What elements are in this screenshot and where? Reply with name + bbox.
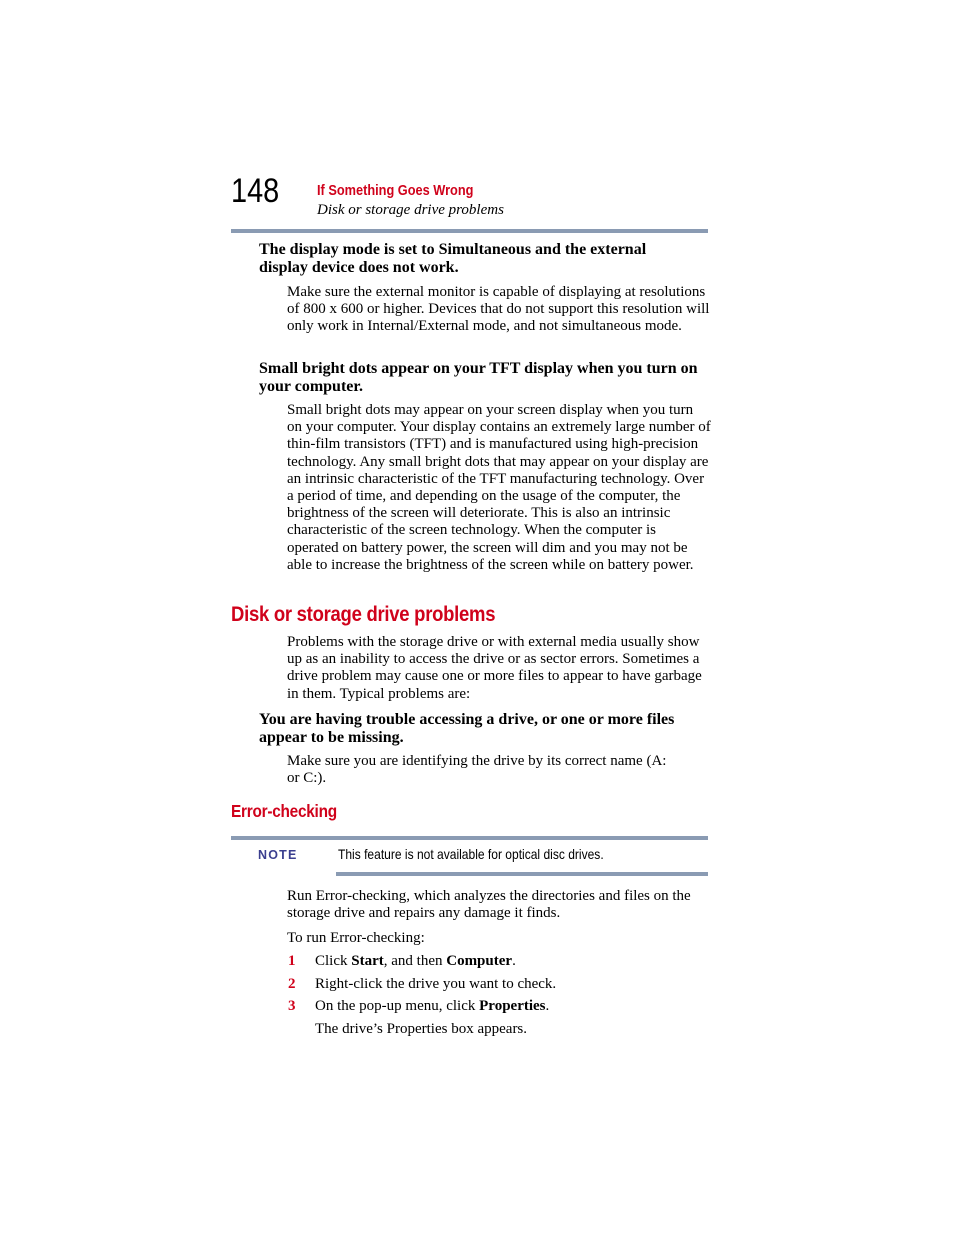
problem-heading: Small bright dots appear on your TFT display when you turn on your computer. <box>259 360 698 395</box>
step-text: Right-click the drive you want to check. <box>315 976 557 992</box>
note-top-divider <box>231 836 708 840</box>
step-number: 3 <box>288 998 296 1014</box>
problem-body: Small bright dots may appear on your screen display when you turn on your computer. Your display contains an extremely large number of thin-film transistors (TFT) and is manufactured using high-precision technology. Any small bright dots that may appear on your display are an intrinsic characteristic of the TFT manufacturing technology. Over a period of time, and depending on the usage of the computer, the brightness of the screen will deteriorate. This is also an intrinsic characteristic of the screen technology. When the computer is operated on battery power, the screen will dim and you may not be able to increase the brightness of the screen while on battery power. <box>287 402 711 573</box>
problem-body: Make sure the external monitor is capable of displaying at resolutions of 800 x 600 or higher. Devices that do not support this resolution will only work in Internal/External mode, and not simultaneous mode. <box>287 284 710 335</box>
chapter-title: If Something Goes Wrong <box>317 183 474 199</box>
subsection-heading: Error-checking <box>231 801 337 821</box>
section-heading: Disk or storage drive problems <box>231 603 496 626</box>
header-divider <box>231 229 708 233</box>
running-section-title: Disk or storage drive problems <box>317 202 504 218</box>
paragraph: To run Error-checking: <box>287 930 425 946</box>
step-result: The drive’s Properties box appears. <box>315 1021 528 1037</box>
step-number: 2 <box>288 976 296 992</box>
section-intro: Problems with the storage drive or with external media usually show up as an inability to access the drive or as sector errors. Sometimes a drive problem may cause one or more files to appear to have garbage in them. Typical problems are: <box>287 634 702 702</box>
paragraph: Run Error-checking, which analyzes the directories and files on the storage drive and repairs any damage it finds. <box>287 888 691 922</box>
step-number: 1 <box>288 953 296 969</box>
problem-heading: The display mode is set to Simultaneous and the external display device does not work. <box>259 241 647 276</box>
step-text: On the pop-up menu, click Properties. <box>315 998 550 1014</box>
problem-body: Make sure you are identifying the drive by its correct name (A: or C:). <box>287 753 667 787</box>
step-text: Click Start, and then Computer. <box>315 953 516 969</box>
page-number: 148 <box>231 172 280 210</box>
problem-heading: You are having trouble accessing a drive, or one or more files appear to be missing. <box>259 711 675 746</box>
note-text: This feature is not available for optical disc drives. <box>338 846 604 862</box>
note-bottom-divider <box>336 872 708 876</box>
note-label: NOTE <box>258 848 298 862</box>
